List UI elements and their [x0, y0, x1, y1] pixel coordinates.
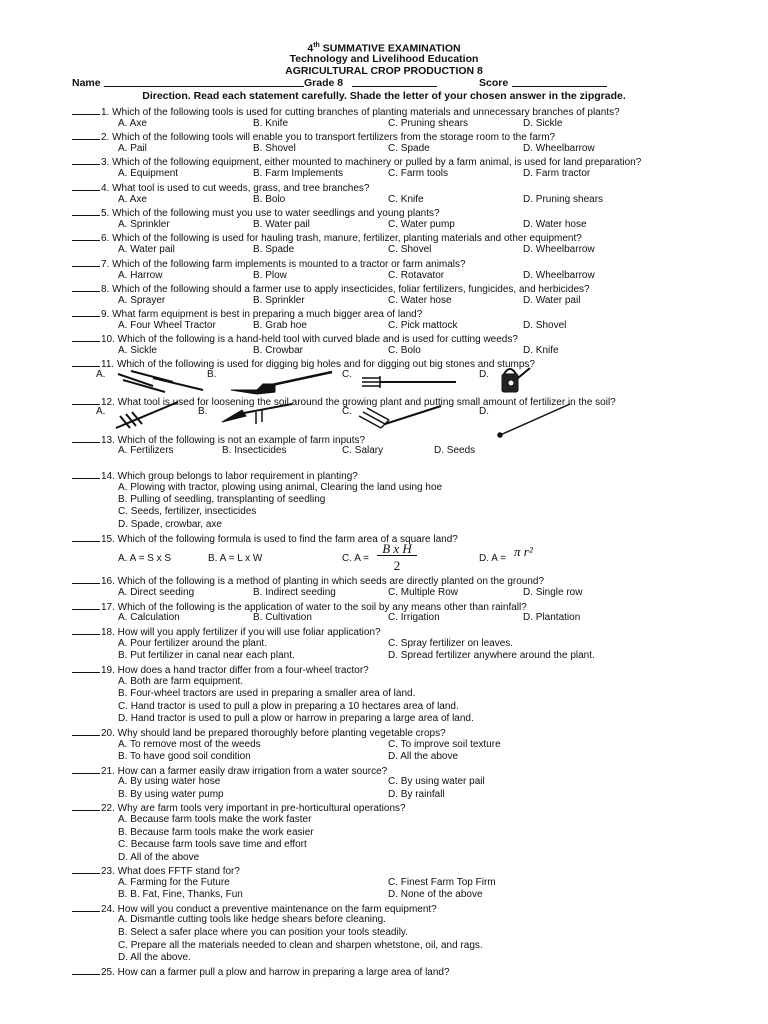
choice-d: D. Farm tractor [523, 168, 591, 179]
course-title: AGRICULTURAL CROP PRODUCTION 8 [285, 65, 483, 77]
choice-a: A. Pour fertilizer around the plant. [118, 638, 267, 649]
choice-b: B. [198, 406, 208, 417]
answer-blank[interactable] [72, 764, 100, 774]
question-2: 2. Which of the following tools will enable you to transport fertilizers from the storage room to the farm? [72, 130, 758, 144]
question-20: 20. Why should land be prepared thoroughly before planting vegetable crops? [72, 726, 758, 740]
rake-icon [113, 368, 208, 396]
answer-blank[interactable] [72, 155, 100, 165]
answer-blank[interactable] [72, 600, 100, 610]
choice-d: D. None of the above [388, 889, 483, 900]
choice-c: C. Farm tools [388, 168, 449, 179]
grade-label: Grade 8 [304, 77, 344, 89]
answer-blank[interactable] [72, 206, 100, 216]
garden-fork-icon [360, 372, 460, 390]
choice-a: A. Both are farm equipment. [118, 676, 244, 687]
choice-a: A. Axe [118, 194, 147, 205]
question-7: 7. Which of the following farm implements is mounted to a tractor or farm animals? [72, 257, 758, 271]
choice-c: C. Seeds, fertilizer, insecticides [118, 506, 257, 517]
choice-b: B. Crowbar [253, 345, 304, 356]
choice-d: D. Single row [523, 587, 583, 598]
hand-fork-icon [355, 402, 445, 436]
question-17: 17. Which of the following is the application of water to the soil by any means other than rainfall? [72, 600, 758, 614]
choice-a: A. Pail [118, 143, 147, 154]
answer-blank[interactable] [72, 307, 100, 317]
choice-b: B. Insecticides [222, 445, 287, 456]
choice-d: D. [479, 406, 489, 417]
exam-title: 4th SUMMATIVE EXAMINATION [307, 42, 461, 55]
choice-c: C. Pruning shears [388, 118, 469, 129]
rake-icon [112, 398, 182, 432]
choice-a: A. Direct seeding [118, 587, 195, 598]
answer-blank[interactable] [72, 231, 100, 241]
choice-d: D. Plantation [523, 612, 581, 623]
question-21: 21. How can a farmer easily draw irrigation from a water source? [72, 764, 758, 778]
choice-c: C. [342, 406, 352, 417]
choice-d: D. Wheelbarrow [523, 270, 595, 281]
score-label: Score [479, 77, 509, 89]
choice-c: C. [342, 369, 352, 380]
choice-b: B. Four-wheel tractors are used in preparing a smaller area of land. [118, 688, 416, 699]
choice-d: D. Spread fertilizer anywhere around the plant. [388, 650, 595, 661]
choice-a: A. By using water hose [118, 776, 221, 787]
grade-field[interactable] [352, 77, 437, 87]
choice-b: B. B. Fat, Fine, Thanks, Fun [118, 889, 243, 900]
choice-a: A. Water pail [118, 244, 175, 255]
choice-a: A. To remove most of the weeds [118, 739, 261, 750]
question-5: 5. Which of the following must you use to water seedlings and young plants? [72, 206, 758, 220]
choice-c: C. Bolo [388, 345, 421, 356]
answer-blank[interactable] [72, 532, 100, 542]
choice-c: C. A = [342, 553, 369, 564]
choice-d: D. Sickle [523, 118, 563, 129]
choice-a: A. Axe [118, 118, 147, 129]
choice-b: B. [207, 369, 217, 380]
question-25: 25. How can a farmer pull a plow and harrow in preparing a large area of land? [72, 965, 758, 979]
formula-denominator: 2 [393, 558, 401, 573]
choice-b: B. Knife [253, 118, 289, 129]
choice-c: C. Finest Farm Top Firm [388, 877, 496, 888]
question-9: 9. What farm equipment is best in preparing a much bigger area of land? [72, 307, 758, 321]
choice-b: B. Grab hoe [253, 320, 307, 331]
choice-b: B. Spade [253, 244, 295, 255]
choice-c: C. Shovel [388, 244, 432, 255]
answer-blank[interactable] [72, 433, 100, 443]
question-12: 12. What tool is used for loosening the soil around the growing plant and putting small amount of fertilizer in the soil? [72, 395, 758, 409]
choice-d: D. Wheelbarrow [523, 244, 595, 255]
answer-blank[interactable] [72, 801, 100, 811]
answer-blank[interactable] [72, 663, 100, 673]
choice-d: D. All the above [388, 751, 459, 762]
choice-a: A. Fertilizers [118, 445, 174, 456]
choice-a: A. [96, 406, 106, 417]
answer-blank[interactable] [72, 965, 100, 975]
trowel-icon [216, 398, 296, 430]
choice-d: D. A = [479, 553, 506, 564]
question-13: 13. Which of the following is not an example of farm inputs? [72, 433, 758, 447]
choice-d: D. Pruning shears [523, 194, 604, 205]
watering-can-icon [494, 364, 534, 396]
choice-a: A. A = S x S [118, 553, 172, 564]
answer-blank[interactable] [72, 864, 100, 874]
answer-blank[interactable] [72, 625, 100, 635]
answer-blank[interactable] [72, 395, 100, 405]
choice-d: D. Spade, crowbar, axe [118, 519, 222, 530]
student-info-line [72, 77, 758, 90]
choice-a: A. Equipment [118, 168, 179, 179]
choice-d: D. Water hose [523, 219, 587, 230]
choice-b: B. A = L x W [208, 553, 263, 564]
subject-title: Technology and Livelihood Education [289, 53, 479, 65]
choice-a: A. Plowing with tractor, plowing using animal, Clearing the land using hoe [118, 482, 443, 493]
choice-c: C. By using water pail [388, 776, 485, 787]
choice-b: B. To have good soil condition [118, 751, 251, 762]
choice-d: D. Water pail [523, 295, 581, 306]
choice-a: A. Sickle [118, 345, 157, 356]
choice-d: D. All the above. [118, 952, 191, 963]
choice-b: B. Sprinkler [253, 295, 305, 306]
choice-d: D. Seeds [434, 445, 476, 456]
choice-b: B. Farm Implements [253, 168, 344, 179]
answer-blank[interactable] [72, 469, 100, 479]
choice-d: D. Knife [523, 345, 559, 356]
question-18: 18. How will you apply fertilizer if you will use foliar application? [72, 625, 758, 639]
choice-a: A. Sprinkler [118, 219, 170, 230]
question-16: 16. Which of the following is a method of planting in which seeds are directly planted on the ground? [72, 574, 758, 588]
choice-c: C. To improve soil texture [388, 739, 501, 750]
answer-blank[interactable] [72, 181, 100, 191]
choice-b: B. Select a safer place where you can position your tools steadily. [118, 927, 408, 938]
question-11: 11. Which of the following is used for digging big holes and for digging out big stones and stumps? [72, 357, 758, 371]
question-24: 24. How will you conduct a preventive maintenance on the farm equipment? [72, 902, 758, 916]
choice-a: A. Harrow [118, 270, 163, 281]
answer-blank[interactable] [72, 257, 100, 267]
choice-d: D. [479, 369, 489, 380]
choice-b: B. Indirect seeding [253, 587, 336, 598]
choice-c: C. Prepare all the materials needed to clean and sharpen whetstone, oil, and rags. [118, 940, 483, 951]
choice-c: C. Water pump [388, 219, 455, 230]
question-22: 22. Why are farm tools very important in pre-horticultural operations? [72, 801, 758, 815]
directions: Direction. Read each statement carefully. Shade the letter of your chosen answer in the zipgrade. [142, 90, 626, 102]
formula-numerator: B x H [377, 543, 417, 556]
choice-b: B. Water pail [253, 219, 310, 230]
choice-d: D. All of the above [118, 852, 200, 863]
name-label: Name [72, 77, 101, 89]
answer-blank[interactable] [72, 357, 100, 367]
answer-blank[interactable] [72, 130, 100, 140]
question-6: 6. Which of the following is used for hauling trash, manure, fertilizer, planting materials and other equipment? [72, 231, 758, 245]
choice-a: A. Dismantle cutting tools like hedge shears before cleaning. [118, 914, 386, 925]
question-15: 15. Which of the following formula is used to find the farm area of a square land? [72, 532, 758, 546]
choice-d: D. Wheelbarrow [523, 143, 595, 154]
choice-b: B. By using water pump [118, 789, 224, 800]
choice-c: C. Irrigation [388, 612, 440, 623]
choice-b: B. Plow [253, 270, 287, 281]
name-field[interactable] [104, 77, 304, 87]
choice-d: D. Hand tractor is used to pull a plow or harrow in preparing a large area of land. [118, 713, 474, 724]
question-3: 3. Which of the following equipment, either mounted to machinery or pulled by a farm animal, is used for land preparation? [72, 155, 758, 169]
choice-c: C. Knife [388, 194, 424, 205]
choice-a: A. Sprayer [118, 295, 166, 306]
choice-a: A. Four Wheel Tractor [118, 320, 216, 331]
question-10: 10. Which of the following is a hand-held tool with curved blade and is used for cutting weeds? [72, 332, 758, 346]
choice-b: B. Cultivation [253, 612, 312, 623]
choice-a: A. [96, 369, 106, 380]
choice-c: C. Because farm tools save time and effort [118, 839, 307, 850]
answer-blank[interactable] [72, 574, 100, 584]
answer-blank[interactable] [72, 332, 100, 342]
answer-blank[interactable] [72, 282, 100, 292]
pickaxe-icon [227, 368, 337, 396]
choice-b: B. Bolo [253, 194, 286, 205]
choice-b: B. Put fertilizer in canal near each plant. [118, 650, 295, 661]
choice-c: C. Salary [342, 445, 384, 456]
choice-b: B. Shovel [253, 143, 296, 154]
question-1: 1. Which of the following tools is used for cutting branches of planting materials and unnecessary branches of plants? [72, 105, 758, 119]
choice-a: A. Because farm tools make the work faster [118, 814, 312, 825]
question-14: 14. Which group belongs to labor requirement in planting? [72, 469, 758, 483]
formula-pi-r-squared: π r² [514, 544, 533, 559]
choice-c: C. Multiple Row [388, 587, 459, 598]
choice-d: D. By rainfall [388, 789, 445, 800]
score-field[interactable] [512, 77, 607, 87]
choice-d: D. Shovel [523, 320, 567, 331]
choice-c: C. Spade [388, 143, 430, 154]
answer-blank[interactable] [72, 726, 100, 736]
question-19: 19. How does a hand tractor differ from a four-wheel tractor? [72, 663, 758, 677]
question-4: 4. What tool is used to cut weeds, grass, and tree branches? [72, 181, 758, 195]
choice-c: C. Hand tractor is used to pull a plow in preparing a 10 hectares area of land. [118, 701, 459, 712]
question-8: 8. Which of the following should a farmer use to apply insecticides, foliar fertilizers, fungicides, and herbicides? [72, 282, 758, 296]
choice-c: C. Spray fertilizer on leaves. [388, 638, 514, 649]
question-23: 23. What does FFTF stand for? [72, 864, 758, 878]
choice-c: C. Rotavator [388, 270, 445, 281]
choice-c: C. Pick mattock [388, 320, 458, 331]
choice-c: C. Water hose [388, 295, 452, 306]
answer-blank[interactable] [72, 902, 100, 912]
answer-blank[interactable] [72, 105, 100, 115]
choice-b: B. Pulling of seedling, transplanting of seedling [118, 494, 326, 505]
choice-b: B. Because farm tools make the work easier [118, 827, 314, 838]
choice-a: A. Farming for the Future [118, 877, 230, 888]
choice-a: A. Calculation [118, 612, 180, 623]
